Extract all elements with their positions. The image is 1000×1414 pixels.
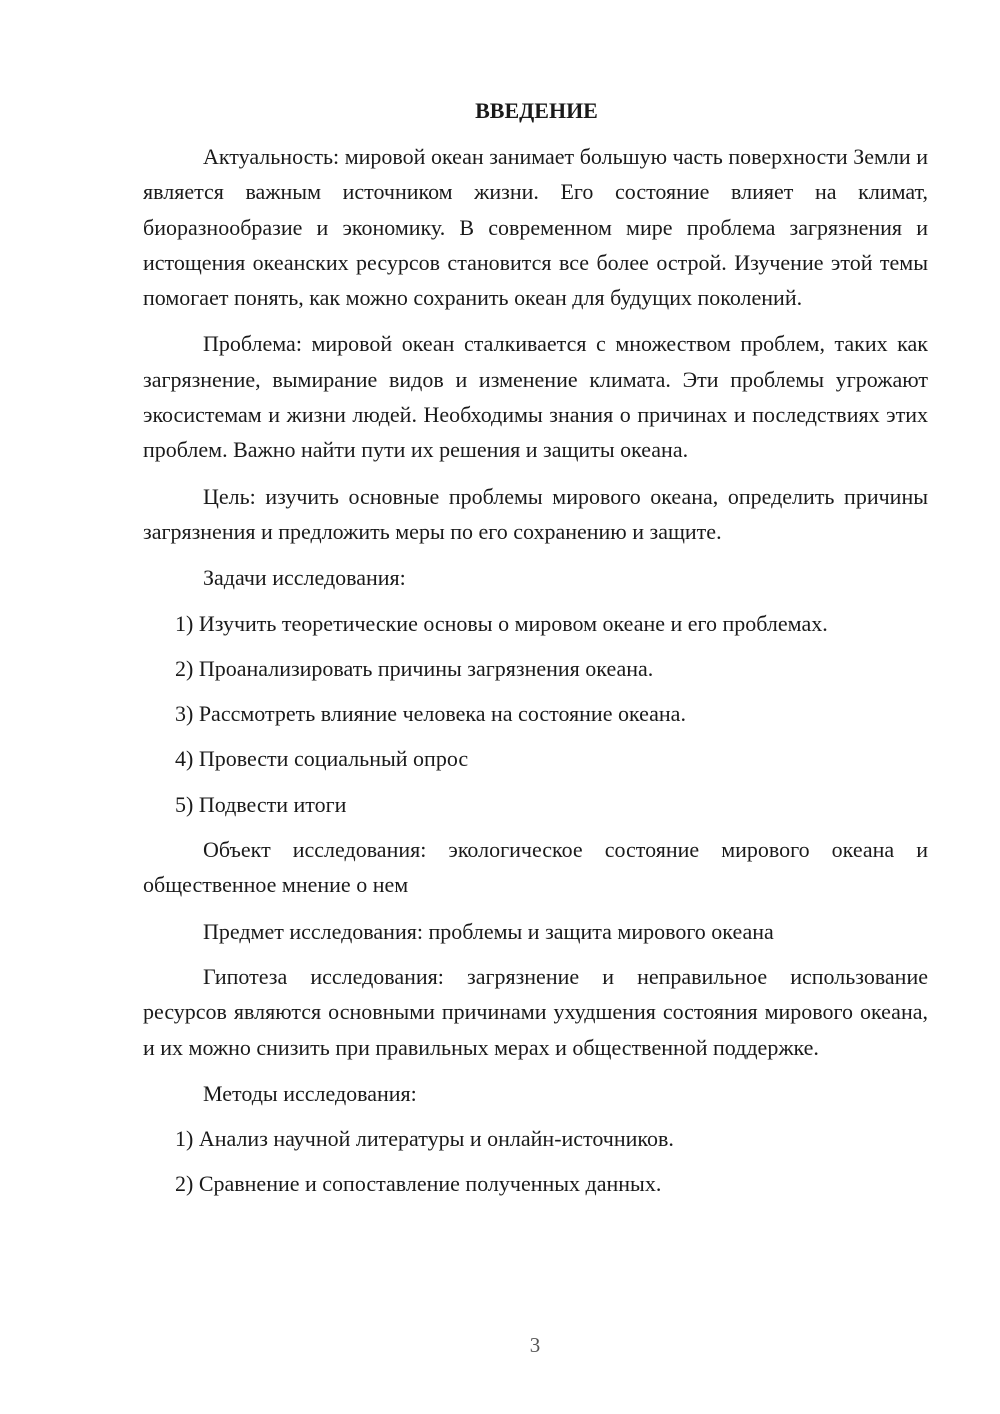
method-item-2: 2) Сравнение и сопоставление полученных данных. (175, 1171, 662, 1197)
task-item-2: 2) Проанализировать причины загрязнения океана. (175, 655, 654, 681)
method-item-1: 1) Анализ научной литературы и онлайн-источников. (175, 1126, 674, 1152)
task-item-4: 4) Провести социальный опрос (175, 746, 469, 772)
task-item-3: 3) Рассмотреть влияние человека на состояние океана. (175, 701, 686, 727)
tasks-heading: Задачи исследования: (203, 565, 406, 591)
page-number: 3 (529, 1333, 541, 1357)
task-item-5: 5) Подвести итоги (175, 791, 347, 817)
section-title: ВВЕДЕНИЕ (475, 98, 598, 123)
paragraph-goal: Цель: изучить основные проблемы мирового океана, определить причины загрязнения и предложить меры по его сохранению и защите. (143, 483, 928, 544)
page-content (143, 94, 928, 1212)
paragraph-hypothesis: Гипотеза исследования: загрязнение и неправильное использование ресурсов являются основными причинами ухудшения состояния мирового океана, и их можно снизить при правильных мерах и общественной поддержке. (143, 963, 928, 1060)
paragraph-subject: Предмет исследования: проблемы и защита мирового океана (203, 918, 774, 944)
task-item-1: 1) Изучить теоретические основы о мировом океане и его проблемах. (175, 610, 828, 636)
paragraph-object: Объект исследования: экологическое состояние мирового океана и общественное мнение о нем (143, 837, 928, 898)
methods-heading: Методы исследования: (203, 1080, 417, 1106)
paragraph-problem: Проблема: мировой океан сталкивается с множеством проблем, таких как загрязнение, вымирание видов и изменение климата. Эти проблемы угрожают экосистемам и жизни людей. Необходимы знания о причинах и последствиях этих проблем. Важно найти пути их решения и защиты океана. (143, 331, 928, 463)
paragraph-relevance: Актуальность: мировой океан занимает большую часть поверхности Земли и является важным источником жизни. Его состояние влияет на климат, биоразнообразие и экономику. В современном мире проблема загрязнения и истощения океанских ресурсов становится все более острой. Изучение этой темы помогает понять, как можно сохранить океан для будущих поколений. (143, 144, 928, 311)
